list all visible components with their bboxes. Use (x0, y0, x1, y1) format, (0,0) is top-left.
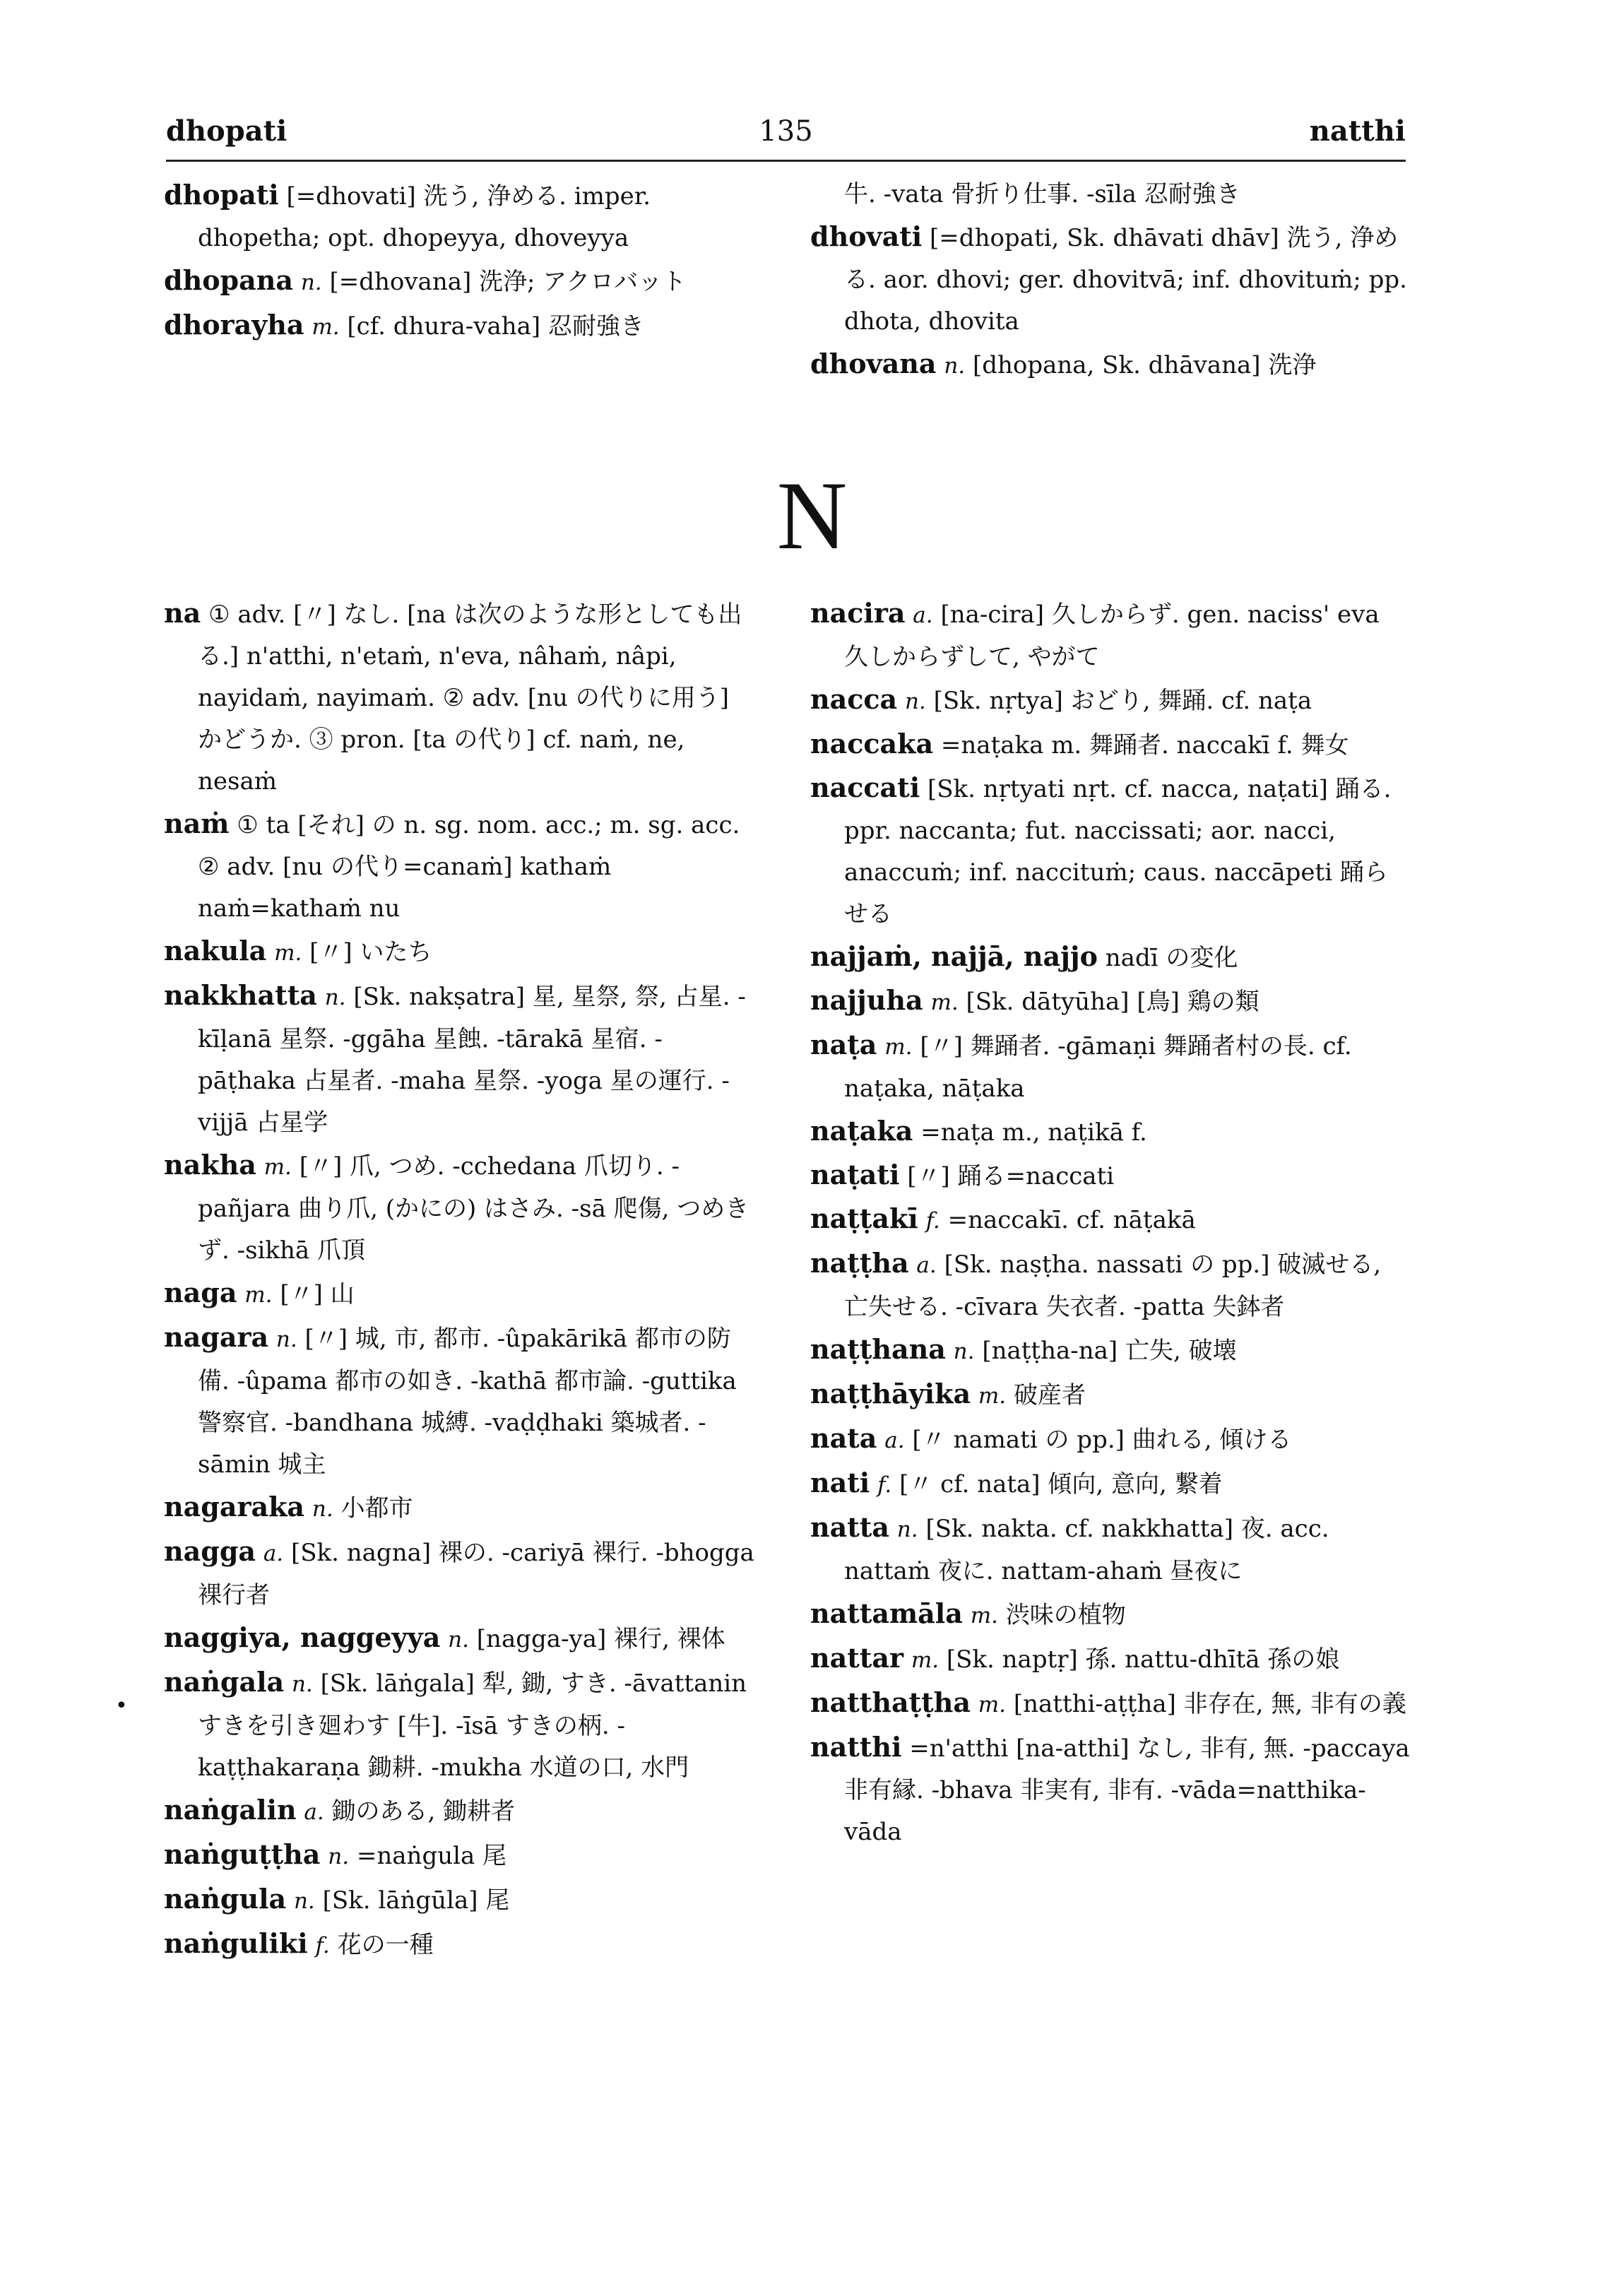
entry-definition: 小都市 (340, 1494, 413, 1523)
running-header (166, 113, 1406, 157)
dictionary-entry (164, 1878, 757, 1922)
entry-definition: [Sk. lāṅgala] 犁, 鋤, すき. -āvattanin すきを引き廻わす [牛]. -īsā すきの柄. -kaṭṭhakaraṇa 鋤耕. -mukha 水道の口, 水門 (198, 1669, 747, 1782)
top-right-column (810, 174, 1411, 387)
entry-grammar: n. (291, 1672, 313, 1697)
entry-headword: nata (810, 1422, 877, 1454)
entry-headword: nakula (164, 935, 267, 966)
entry-definition: [Sk. naṣṭha. nassati の pp.] 破滅せる, 亡失せる. -cīvara 失衣者. -patta 失鉢者 (844, 1251, 1382, 1321)
dictionary-entry (164, 259, 757, 304)
entry-headword: naṭati (810, 1159, 900, 1190)
dictionary-entry (810, 1637, 1411, 1681)
dictionary-entry (810, 767, 1411, 935)
entry-definition: 破産者 (1013, 1381, 1086, 1409)
entry-grammar: m. (930, 990, 959, 1015)
entry-headword: dhopati (164, 179, 279, 211)
entry-headword: naṅguliki (164, 1927, 308, 1959)
entry-grammar: m. (263, 1154, 292, 1180)
dictionary-entry (164, 1530, 757, 1616)
entry-grammar: a. (263, 1541, 284, 1566)
entry-definition: [=dhovati] 洗う, 浄める. imper. dhopetha; opt. dhopeyya, dhoveyya (198, 182, 651, 252)
left-guide-word: dhopati (166, 114, 288, 148)
entry-definition: nadī の変化 (1105, 944, 1238, 972)
dictionary-entry (810, 215, 1411, 343)
dictionary-entry (810, 1328, 1411, 1373)
entry-definition: [〃] 爪, つめ. -cchedana 爪切り. -pañjara 曲り爪, (かにの) はさみ. -sā 爬傷, つめきず. -sikhā 爪頂 (198, 1152, 749, 1265)
entry-definition: [〃] 山 (280, 1280, 355, 1308)
dictionary-entry (164, 803, 757, 930)
entry-grammar: n. (312, 1496, 333, 1522)
dictionary-entry (164, 174, 757, 259)
dictionary-entry (164, 1486, 757, 1530)
entry-headword: nacira (810, 597, 906, 629)
entry-headword: naṅgalin (164, 1794, 297, 1826)
entry-headword: nattamāla (810, 1597, 963, 1629)
entry-definition: 花の一種 (337, 1931, 434, 1959)
dictionary-entry (810, 1681, 1411, 1726)
entry-headword: dhopana (164, 264, 293, 296)
entry-grammar: a. (916, 1253, 937, 1278)
dictionary-entry (810, 1242, 1411, 1328)
entry-headword: naṅguṭṭha (164, 1838, 321, 1870)
entry-headword: nattar (810, 1642, 903, 1674)
dictionary-entry (810, 1024, 1411, 1110)
dictionary-entry (810, 678, 1411, 723)
entry-definition: [Sk. nṛtya] おどり, 舞踊. cf. naṭa (933, 687, 1312, 715)
entry-headword: dhovana (810, 348, 937, 379)
entry-headword: najjuha (810, 984, 923, 1016)
entry-headword: nakha (164, 1149, 256, 1181)
entry-grammar: a. (304, 1799, 324, 1825)
entry-grammar: m. (978, 1383, 1007, 1409)
entry-headword: naṭa (810, 1029, 877, 1060)
entry-headword: naṅgula (164, 1883, 287, 1915)
entry-grammar: n. (293, 1888, 315, 1914)
entry-headword: na (164, 597, 201, 629)
entry-grammar: m. (911, 1648, 940, 1673)
entry-definition: [Sk. lāṅgūla] 尾 (322, 1886, 510, 1915)
dictionary-entry (810, 979, 1411, 1024)
entry-headword: nagga (164, 1535, 256, 1567)
dictionary-entry (164, 1661, 757, 1789)
entry-grammar: n. (448, 1627, 469, 1652)
entry-headword: naccaka (810, 728, 934, 759)
dictionary-entry (164, 1144, 757, 1272)
dictionary-entry (164, 1789, 757, 1833)
entry-definition: [〃] いたち (309, 938, 432, 966)
entry-definition: [〃] 城, 市, 都市. -ûpakārikā 都市の防備. -ûpama 都市の如き. -kathā 都市論. -guttika 警察官. -bandhana 城縛. -vaḍḍhaki 築城者. -sāmin 城主 (198, 1325, 737, 1479)
entry-grammar: n. (324, 985, 346, 1010)
entry-headword: natthaṭṭha (810, 1686, 971, 1718)
entry-headword: naṭaka (810, 1115, 913, 1147)
dictionary-entry (164, 1272, 757, 1316)
dictionary-entry (164, 1922, 757, 1967)
entry-definition: =n'atthi [na-atthi] なし, 非有, 無. -paccaya 非有縁. -bhava 非実有, 非有. -vāda=natthika-vāda (844, 1734, 1410, 1846)
entry-definition: [〃] 踊る=naccati (907, 1162, 1115, 1190)
entry-headword: nacca (810, 683, 898, 715)
entry-grammar: a. (884, 1428, 905, 1453)
entry-headword: naṭṭakī (810, 1202, 918, 1234)
entry-definition: ① ta [それ] の n. sg. nom. acc.; m. sg. acc. ② adv. [nu の代り=canaṁ] kathaṁ naṁ=kathaṁ nu (198, 811, 740, 923)
dictionary-entry (810, 592, 1411, 678)
entry-definition: ① adv. [〃] なし. [na は次のような形としても出る.] n'atthi, n'etaṁ, n'eva, nâhaṁ, nâpi, nayidaṁ, nayimaṁ. ② adv. [nu の代りに用う] かどうか. ③ pron. [ta の代り] cf. naṁ, ne, nesaṁ (198, 601, 742, 796)
dictionary-entry (810, 1198, 1411, 1242)
entry-headword: naṭṭhana (810, 1333, 946, 1365)
entry-headword: naccati (810, 771, 920, 803)
entry-grammar: m. (312, 314, 340, 340)
entry-definition: [Sk. nṛtyati nṛt. cf. nacca, naṭati] 踊る. ppr. naccanta; fut. naccissati; aor. nacci, anaccuṁ; inf. naccituṁ; caus. naccāpeti 踊らせる (844, 775, 1392, 928)
entry-definition: [〃] 舞踊者. -gāmaṇi 舞踊者村の長. cf. naṭaka, nāṭaka (844, 1032, 1352, 1103)
entry-headword: najjaṁ, najjā, najjo (810, 940, 1098, 972)
entry-headword: naṅgala (164, 1666, 285, 1698)
dictionary-entry (810, 1462, 1411, 1506)
entry-headword: nagaraka (164, 1491, 305, 1523)
right-guide-word: natthi (1309, 114, 1406, 148)
dictionary-entry (164, 974, 757, 1144)
entry-definition: [=dhovana] 洗浄; アクロバット (329, 268, 687, 296)
entry-definition: =naccakī. cf. nāṭakā (947, 1206, 1196, 1234)
entry-headword: nakkhatta (164, 979, 317, 1011)
entry-grammar: m. (884, 1034, 913, 1060)
entry-headword: naṭṭha (810, 1247, 909, 1279)
entry-headword: nagara (164, 1321, 269, 1353)
entry-definition: =naṭaka m. 舞踊者. naccakī f. 舞女 (940, 731, 1349, 759)
entry-grammar: f. (877, 1472, 892, 1498)
margin-mark: • (115, 1693, 128, 1718)
entry-grammar: a. (913, 603, 933, 628)
entry-grammar: m. (978, 1692, 1007, 1717)
dictionary-entry (810, 723, 1411, 767)
right-column (810, 592, 1411, 1853)
entry-definition: [cf. dhura-vaha] 忍耐強き (347, 312, 644, 341)
entry-headword: naggiya, naggeyya (164, 1621, 441, 1653)
entry-grammar: n. (896, 1517, 918, 1542)
entry-definition: [〃 cf. nata] 傾向, 意向, 繋着 (899, 1470, 1223, 1498)
entry-headword: dhorayha (164, 309, 304, 341)
entry-definition: [nagga-ya] 裸行, 裸体 (476, 1625, 725, 1653)
entry-definition: [naṭṭha-na] 亡失, 破壊 (982, 1337, 1237, 1365)
entry-grammar: m. (244, 1282, 273, 1308)
entry-definition: [〃 namati の pp.] 曲れる, 傾ける (912, 1426, 1292, 1454)
dictionary-entry (810, 1154, 1411, 1198)
dictionary-entry (810, 1592, 1411, 1637)
dictionary-entry (810, 174, 1411, 215)
dictionary-entry (810, 1110, 1411, 1154)
entry-grammar: n. (275, 1327, 297, 1352)
entry-grammar: m. (970, 1603, 998, 1628)
entry-definition: =naṅgula 尾 (356, 1842, 507, 1870)
entry-headword: natta (810, 1511, 889, 1543)
dictionary-entry (164, 304, 757, 348)
entry-grammar: f. (925, 1208, 940, 1234)
dictionary-entry (810, 1373, 1411, 1417)
entry-definition: [Sk. nagna] 裸の. -cariyā 裸行. -bhogga 裸行者 (198, 1539, 754, 1609)
entry-headword: naṭṭhāyika (810, 1378, 971, 1409)
entry-definition: [dhopana, Sk. dhāvana] 洗浄 (972, 351, 1317, 379)
page-number: 135 (759, 115, 813, 148)
entry-definition: 鋤のある, 鋤耕者 (331, 1797, 516, 1826)
entry-definition: [Sk. nakta. cf. nakkhatta] 夜. acc. nattaṁ 夜に. nattam-ahaṁ 昼夜に (844, 1515, 1329, 1585)
top-left-column (164, 174, 757, 348)
dictionary-entry (164, 1616, 757, 1661)
entry-definition: [na-cira] 久しからず. gen. naciss' eva 久しからずして, やがて (844, 601, 1380, 671)
entry-headword: naga (164, 1277, 237, 1308)
entry-grammar: n. (944, 353, 966, 379)
entry-headword: nati (810, 1467, 870, 1498)
dictionary-entry (810, 343, 1411, 387)
dictionary-entry (164, 1833, 757, 1878)
section-letter: N (776, 461, 848, 569)
entry-definition: 牛. -vata 骨折り仕事. -sīla 忍耐強き (844, 180, 1240, 208)
dictionary-entry (164, 592, 757, 803)
entry-definition: [Sk. dātyūha] [鳥] 鶏の類 (966, 988, 1260, 1016)
dictionary-entry (810, 1417, 1411, 1462)
entry-headword: naṁ (164, 808, 230, 839)
entry-definition: [Sk. nakṣatra] 星, 星祭, 祭, 占星. -kīḷanā 星祭. -ggāha 星蝕. -tārakā 星宿. -pāṭhaka 占星者. -maha 星祭. -yoga 星の運行. -vijjā 占星学 (198, 983, 746, 1137)
header-rule (166, 160, 1406, 162)
dictionary-entry (810, 1506, 1411, 1592)
entry-definition: 渋味の植物 (1005, 1601, 1126, 1629)
dictionary-entry (164, 1316, 757, 1486)
dictionary-entry (810, 935, 1411, 979)
left-column (164, 592, 757, 1967)
entry-grammar: n. (300, 270, 322, 295)
dictionary-entry (810, 1726, 1411, 1853)
entry-definition: [Sk. naptṛ] 孫. nattu-dhītā 孫の娘 (946, 1645, 1340, 1674)
entry-definition: [natthi-aṭṭha] 非存在, 無, 非有の義 (1013, 1690, 1406, 1718)
entry-headword: natthi (810, 1731, 902, 1763)
entry-grammar: m. (274, 940, 302, 966)
entry-definition: [=dhopati, Sk. dhāvati dhāv] 洗う, 浄める. aor. dhovi; ger. dhovitvā; inf. dhovituṁ; pp. dhota, dhovita (844, 224, 1407, 336)
entry-headword: dhovati (810, 220, 923, 252)
entry-definition: =naṭa m., naṭikā f. (920, 1118, 1147, 1147)
entry-grammar: f. (315, 1933, 330, 1958)
entry-grammar: n. (328, 1844, 350, 1869)
entry-grammar: n. (953, 1339, 975, 1364)
entry-grammar: n. (904, 689, 926, 714)
dictionary-entry (164, 930, 757, 974)
